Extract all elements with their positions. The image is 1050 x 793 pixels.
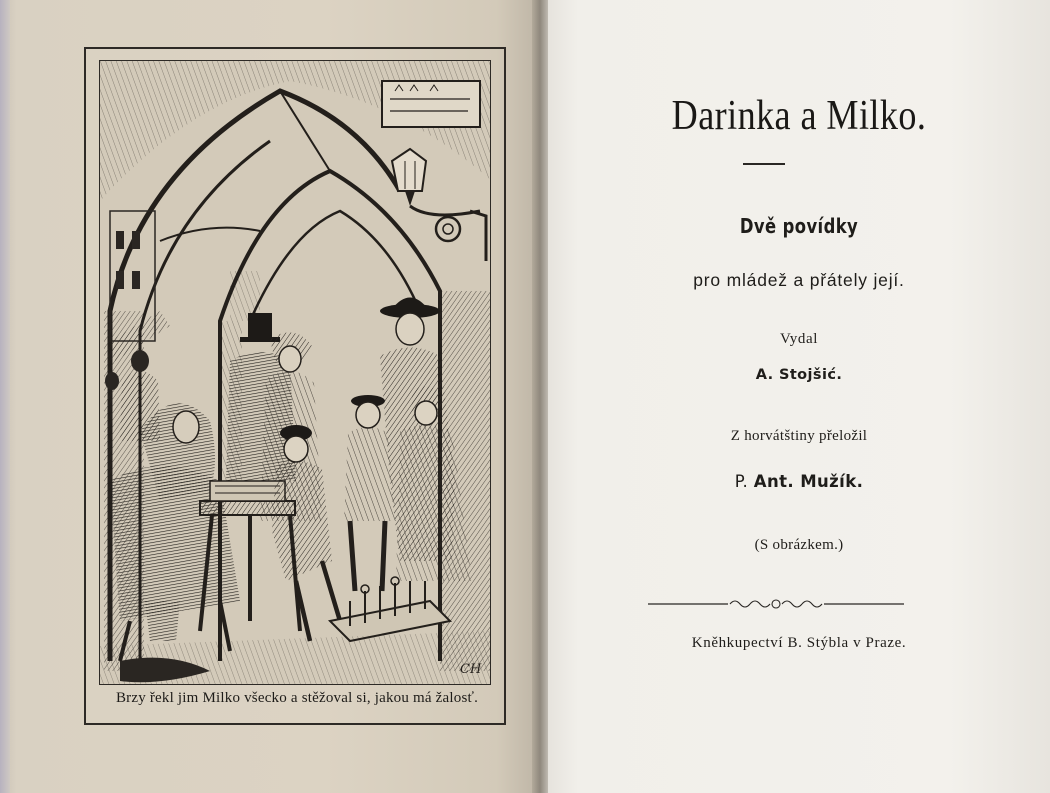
translator-prefix: P. xyxy=(734,472,749,491)
illustration-note: (S obrázkem.) xyxy=(754,537,844,553)
editor-name: A. Stojšić. xyxy=(755,367,843,383)
frontispiece-illustration xyxy=(99,60,491,685)
translator-line xyxy=(548,472,1050,491)
frontispiece-caption: Brzy řekl jim Milko všecko a stěžoval si, jakou má žalosť. xyxy=(115,690,479,706)
page-edge xyxy=(0,0,10,793)
published-label: Vydal xyxy=(780,331,818,347)
translator-name: Ant. Mužík. xyxy=(753,472,864,491)
translated-label: Z horvátštiny přeložil xyxy=(730,428,868,444)
engraving-drawing xyxy=(100,61,491,685)
title-rule xyxy=(743,163,785,165)
svg-text:CH: CH xyxy=(460,662,482,677)
book-subtitle: Dvě povídky xyxy=(739,214,859,238)
audience-line: pro mládež a přátely její. xyxy=(693,270,905,290)
title-page xyxy=(548,0,1050,793)
ornamental-rule xyxy=(648,596,904,612)
book-title: Darinka a Milko. xyxy=(671,93,927,139)
publisher-imprint: Kněhkupectví B. Stýbla v Praze. xyxy=(691,635,907,651)
